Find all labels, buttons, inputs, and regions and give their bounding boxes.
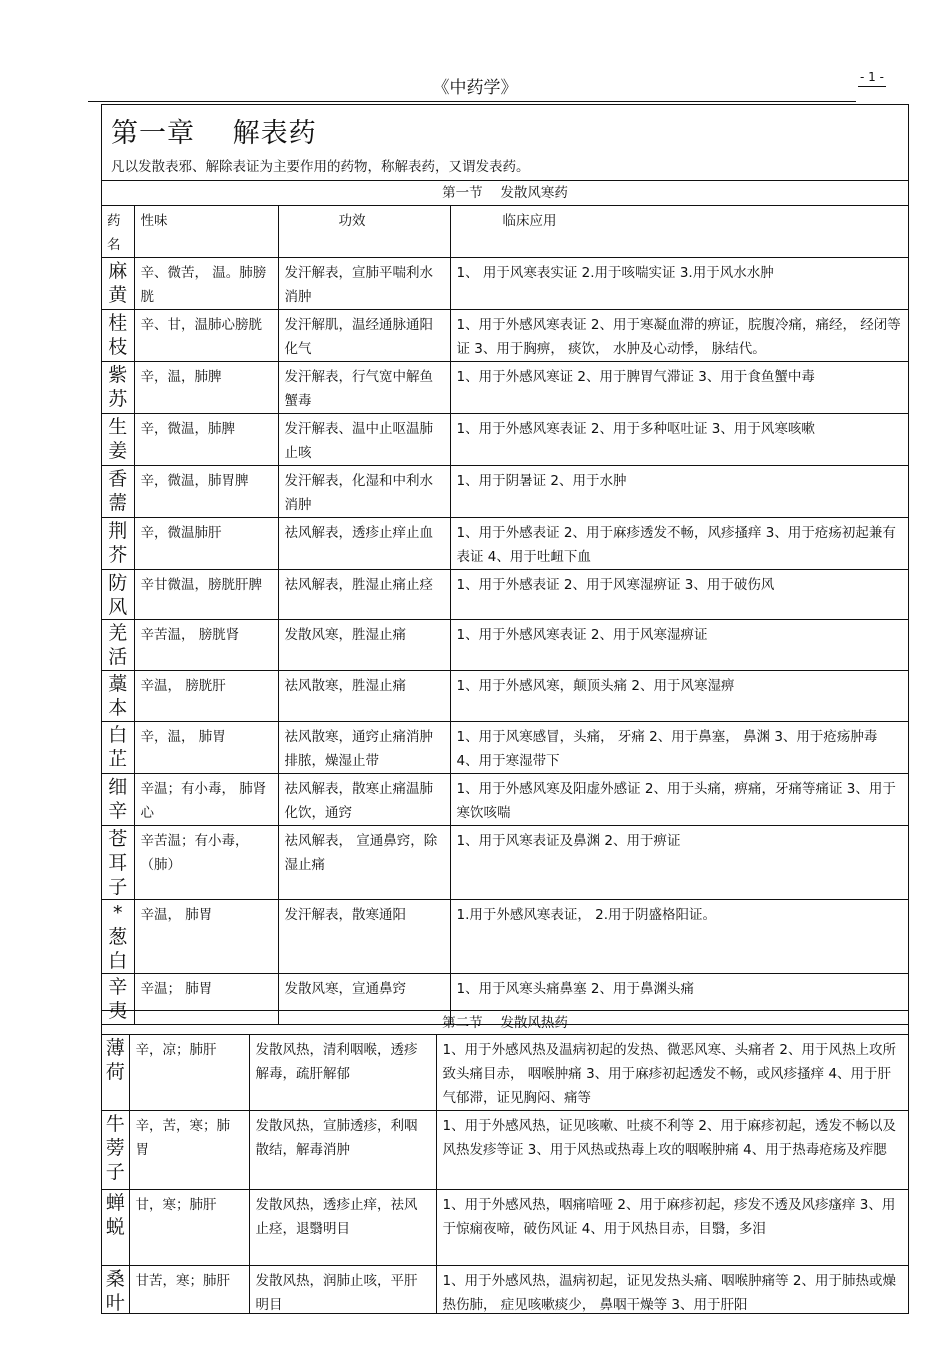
herb-nature: 辛甘微温，膀胱肝脾	[134, 570, 278, 620]
herb-nature: 辛苦温， 膀胱肾	[134, 620, 278, 671]
herb-effect: 祛风解表， 宣通鼻窍，除湿止痛	[278, 826, 450, 900]
herb-nature: 辛温， 肺胃	[134, 900, 278, 974]
herb-usage: 1、用于外感风热，证见咳嗽、吐痰不利等 2、用于麻疹初起，透发不畅以及风热发疹等证 3、用于风热或热毒上攻的咽喉肿痛 4、用于热毒疮疡及痄腮	[436, 1111, 908, 1190]
herb-usage: 1、用于风寒感冒，头痛， 牙痛 2、用于鼻塞， 鼻渊 3、用于疮疡肿毒 4、用于寒湿带下	[450, 722, 908, 774]
herb-usage: 1、用于外感风寒证 2、用于脾胃气滞证 3、用于食鱼蟹中毒	[450, 362, 908, 414]
herb-usage: 1、用于外感风热及温病初起的发热、微恶风寒、头痛者 2、用于风热上攻所致头痛目赤， 咽喉肿痛 3、用于麻疹初起透发不畅，或风疹搔痒 4、用于肝气郁滞，证见胸闷、痛等	[436, 1035, 908, 1111]
table-row	[102, 570, 908, 620]
herb-nature: 辛温；有小毒， 肺肾心	[134, 774, 278, 826]
page-number: - 1 -	[858, 70, 886, 87]
table-row	[102, 620, 908, 671]
herb-name: 紫苏	[102, 362, 134, 414]
herb-effect: 发汗解表、温中止呕温肺止咳	[278, 414, 450, 466]
herb-usage: 1、用于外感表证 2、用于麻疹透发不畅，风疹搔痒 3、用于疮疡初起兼有表证 4、用于吐衄下血	[450, 518, 908, 570]
herb-name: 牛蒡子	[102, 1111, 129, 1190]
herb-effect: 发汗解表，宣肺平喘利水消肿	[278, 258, 450, 310]
table-row	[102, 671, 908, 722]
herb-usage: 1、用于外感风寒及阳虚外感证 2、用于头痛，痹痛，牙痛等痛证 3、用于寒饮咳喘	[450, 774, 908, 826]
header-name: 药名	[102, 206, 134, 258]
herb-effect: 发汗解表，化湿和中利水消肿	[278, 466, 450, 518]
herb-name: 桂枝	[102, 310, 134, 362]
table-row	[102, 722, 908, 774]
herb-usage: 1、用于外感表证 2、用于风寒湿痹证 3、用于破伤风	[450, 570, 908, 620]
table-row	[102, 310, 908, 362]
table-row	[102, 414, 908, 466]
herb-nature: 辛、甘，温肺心膀胱	[134, 310, 278, 362]
section-title-2: 第二节 发散风热药	[102, 1010, 908, 1035]
herb-name: 辛夷	[102, 974, 134, 1025]
herb-effect: 发汗解表，散寒通阳	[278, 900, 450, 974]
herb-effect: 祛风解表，透疹止痒止血	[278, 518, 450, 570]
herb-nature: 辛、微苦， 温。肺膀胱	[134, 258, 278, 310]
herb-nature: 辛，微温，肺胃脾	[134, 466, 278, 518]
table-row	[102, 258, 908, 310]
herb-usage: 1.用于外感风寒表证， 2.用于阴盛格阳证。	[450, 900, 908, 974]
table-row	[102, 466, 908, 518]
herb-nature: 辛，苦，寒；肺胃	[129, 1111, 249, 1190]
header-rule	[88, 101, 856, 102]
herb-nature: 辛，微温，肺脾	[134, 414, 278, 466]
herb-name: 羌活	[102, 620, 134, 671]
herb-nature: 辛温； 肺胃	[134, 974, 278, 1025]
header-nature: 性味	[134, 206, 278, 258]
header-effect: 功效	[278, 206, 450, 258]
herb-effect: 祛风散寒，胜湿止痛	[278, 671, 450, 722]
herb-usage: 1、用于外感风寒表证 2、用于风寒湿痹证	[450, 620, 908, 671]
herb-usage: 1、用于外感风热，温病初起，证见发热头痛、咽喉肿痛等 2、用于肺热或燥热伤肺， 症见咳嗽痰少， 鼻咽干燥等 3、用于肝阳	[436, 1266, 908, 1315]
herb-nature: 辛，温，肺脾	[134, 362, 278, 414]
herb-name: 桑叶	[102, 1266, 129, 1315]
herb-effect: 发散风寒，胜湿止痛	[278, 620, 450, 671]
herb-nature: 甘苦，寒；肺肝	[129, 1266, 249, 1315]
herb-nature: 辛，微温肺肝	[134, 518, 278, 570]
table-row	[102, 518, 908, 570]
header-usage: 临床应用	[450, 206, 908, 258]
herb-effect: 发散风热，宣肺透疹，利咽散结，解毒消肿	[249, 1111, 436, 1190]
herb-name: 香薷	[102, 466, 134, 518]
herb-name: 白芷	[102, 722, 134, 774]
herb-name: 蝉蜕	[102, 1190, 129, 1266]
herb-effect: 发汗解肌，温经通脉通阳化气	[278, 310, 450, 362]
herb-name: 藁本	[102, 671, 134, 722]
herb-usage: 1、用于外感风热，咽痛喑哑 2、用于麻疹初起，疹发不透及风疹瘙痒 3、用于惊痫夜啼，破伤风证 4、用于风热目赤，目翳，多泪	[436, 1190, 908, 1266]
herb-nature: 辛温， 膀胱肝	[134, 671, 278, 722]
wind-cold-table	[102, 206, 908, 1025]
herb-name: 防风	[102, 570, 134, 620]
herb-effect: 发散风热，清利咽喉，透疹解毒，疏肝解郁	[249, 1035, 436, 1111]
table-row	[102, 900, 908, 974]
herb-effect: 祛风解表，散寒止痛温肺化饮，通窍	[278, 774, 450, 826]
document-title: 《中药学》	[432, 78, 518, 98]
table-row	[102, 362, 908, 414]
herb-usage: 1、用于外感风寒表证 2、用于多种呕吐证 3、用于风寒咳嗽	[450, 414, 908, 466]
herb-effect: 祛风散寒，通窍止痛消肿排脓，燥湿止带	[278, 722, 450, 774]
herb-usage: 1、用于风寒表证及鼻渊 2、用于痹证	[450, 826, 908, 900]
chapter-intro: 凡以发散表邪、解除表证为主要作用的药物，称解表药，又谓发表药。	[111, 159, 530, 175]
table-row	[102, 1190, 908, 1266]
wind-heat-table	[102, 1035, 908, 1314]
herb-usage: 1、 用于风寒表实证 2.用于咳喘实证 3.用于风水水肿	[450, 258, 908, 310]
chapter-title: 第一章 解表药	[111, 118, 317, 149]
herb-name: 荆芥	[102, 518, 134, 570]
herb-name: 麻黄	[102, 258, 134, 310]
herb-usage: 1、用于阴暑证 2、用于水肿	[450, 466, 908, 518]
herb-nature: 甘，寒；肺肝	[129, 1190, 249, 1266]
table-header-row	[102, 206, 908, 258]
table-row	[102, 774, 908, 826]
herb-usage: 1、用于外感风寒表证 2、用于寒凝血滞的痹证，脘腹冷痛，痛经， 经闭等证 3、用于胸痹， 痰饮， 水肿及心动悸， 脉结代。	[450, 310, 908, 362]
chapter-header	[102, 105, 908, 181]
herb-usage: 1、用于风寒头痛鼻塞 2、用于鼻渊头痛	[450, 974, 908, 1025]
herb-name: 苍耳子	[102, 826, 134, 900]
herb-name: 薄荷	[102, 1035, 129, 1111]
table-row	[102, 1035, 908, 1111]
herb-name: 细辛	[102, 774, 134, 826]
herb-effect: 发汗解表，行气宽中解鱼蟹毒	[278, 362, 450, 414]
herb-nature: 辛，凉；肺肝	[129, 1035, 249, 1111]
herb-effect: 发散风热，透疹止痒，祛风止痉，退翳明目	[249, 1190, 436, 1266]
table-row	[102, 826, 908, 900]
herb-usage: 1、用于外感风寒，颠顶头痛 2、用于风寒湿痹	[450, 671, 908, 722]
herb-name: *葱白	[102, 900, 134, 974]
section-title-1: 第一节 发散风寒药	[102, 181, 908, 206]
herb-effect: 发散风热，润肺止咳，平肝明目	[249, 1266, 436, 1315]
herb-table-sheet	[101, 104, 909, 1314]
herb-nature: 辛，温， 肺胃	[134, 722, 278, 774]
table-row	[102, 1266, 908, 1315]
herb-name: 生姜	[102, 414, 134, 466]
herb-effect: 祛风解表，胜湿止痛止痉	[278, 570, 450, 620]
herb-effect: 发散风寒，宣通鼻窍	[278, 974, 450, 1025]
herb-nature: 辛苦温；有小毒，（肺）	[134, 826, 278, 900]
table-row	[102, 1111, 908, 1190]
